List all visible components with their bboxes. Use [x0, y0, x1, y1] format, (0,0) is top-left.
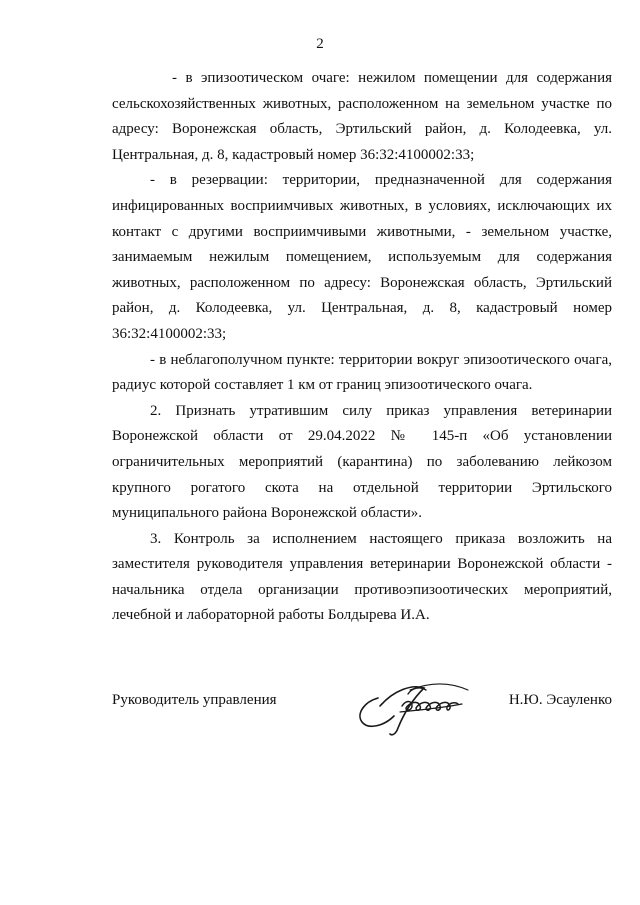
signatory-name: Н.Ю. Эсауленко [508, 692, 612, 708]
paragraph-episootic-focus: - в эпизоотическом очаге: нежилом помещении для содержания сельскохозяйственных животных, расположенном на земельном участке по адресу: Воронежская область, Эртильский район, д. Колодеевка, ул. Центральная, д. 8, кадастровый номер 36:32:4100002:33; [112, 70, 612, 163]
document-body [112, 66, 612, 629]
handwritten-signature [350, 676, 490, 738]
signatory-position: Руководитель управления [112, 692, 277, 708]
signature-block [112, 688, 612, 748]
paragraph-reservation: - в резервации: территории, предназначенной для содержания инфицированных восприимчивых животных, в условиях, исключающих их контакт с другими восприимчивыми животными, - земельном участке, занимаемым нежилым помещением, используемым для содержания животных, расположенном по адресу: Воронежская область, Эртильский район, д. Колодеевка, ул. Центральная, д. 8, кадастровый номер 36:32:4100002:33; [112, 172, 612, 342]
page-number: 2 [316, 36, 324, 52]
paragraph-unfavorable-point: - в неблагополучном пункте: территории вокруг эпизоотического очага, радиус которой составляет 1 км от границ эпизоотического очага. [112, 351, 612, 394]
paragraph-item-2: 2. Признать утратившим силу приказ управления ветеринарии Воронежской области от 29.04.2022 № 145-п «Об установлении ограничительных мероприятий (карантина) по заболеванию лейкозом крупного рогатого скота на отдельной территории Эртильского муниципального района Воронежской области». [112, 402, 612, 522]
paragraph-item-3: 3. Контроль за исполнением настоящего приказа возложить на заместителя руководителя управления ветеринарии Воронежской области - начальника отдела организации противоэпизоотических мероприятий, лечебной и лабораторной работы Болдырева И.А. [112, 530, 612, 624]
